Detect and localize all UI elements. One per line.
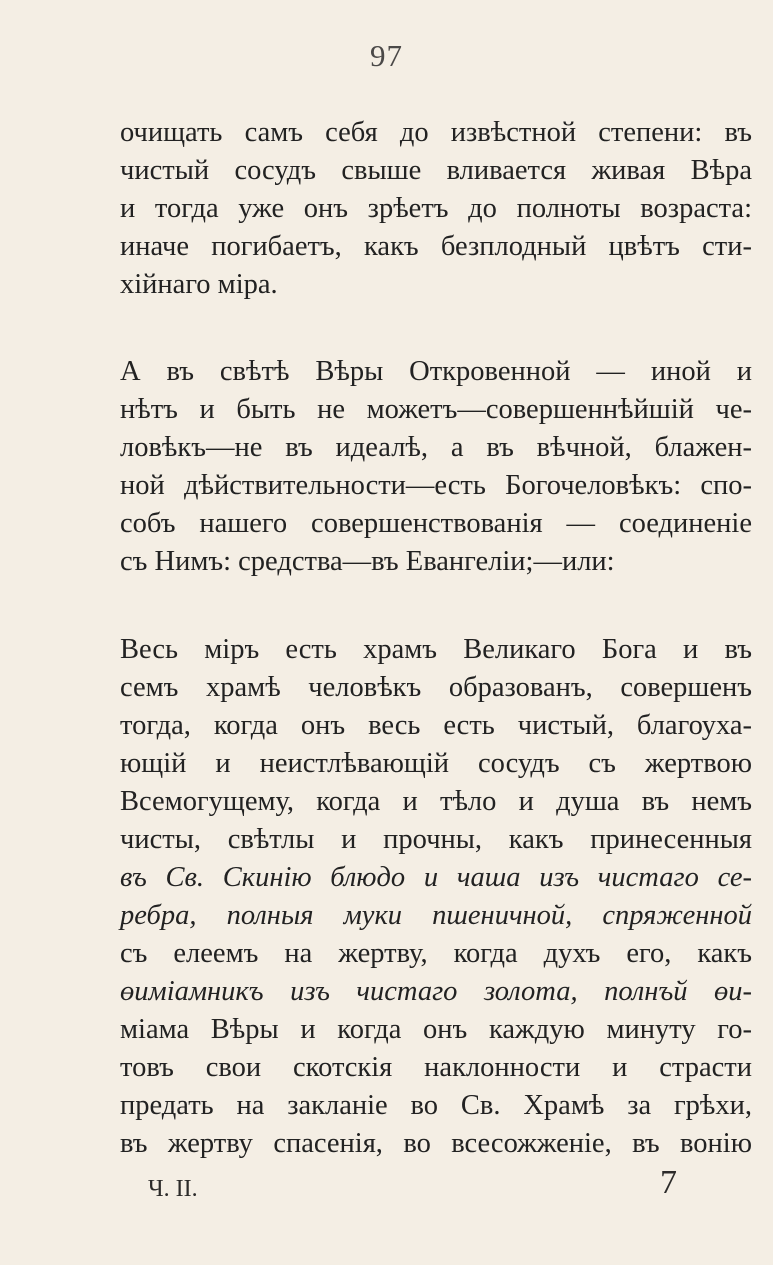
sheet-number: 7 (660, 1164, 677, 1201)
text-line-5: хійнаго міра. (120, 269, 278, 300)
text-line-10: собъ нашего совершенствованія — соединеніе (120, 508, 752, 539)
text-line-11: съ Нимъ: средства—въ Евангеліи;—или: (120, 546, 615, 577)
text-line-3: и тогда уже онъ зрѣетъ до полноты возраста: (120, 193, 752, 224)
text-line-1: очищать самъ себя до извѣстной степени: въ (120, 117, 752, 148)
text-line-19: ребра, полныя муки пшеничной, спряженной (120, 900, 752, 931)
text-line-22: міама Вѣры и когда онъ каждую минуту го- (120, 1014, 752, 1045)
text-line-17: чисты, свѣтлы и прочны, какъ принесенныя (120, 824, 752, 855)
text-line-9: ной дѣйствительности—есть Богочеловѣкъ: спо- (120, 470, 752, 501)
text-line-13: семъ храмѣ человѣкъ образованъ, совершенъ (120, 672, 752, 703)
text-line-25: въ жертву спасенія, во всесожженіе, въ вонію (120, 1128, 752, 1159)
text-line-12: Весь міръ есть храмъ Великаго Бога и въ (120, 634, 752, 665)
text-line-23: товъ свои скотскія наклонности и страсти (120, 1052, 752, 1083)
text-line-2: чистый сосудъ свыше вливается живая Вѣра (120, 155, 752, 186)
text-line-6: А въ свѣтѣ Вѣры Откровенной — иной и (120, 356, 752, 387)
page-number: 97 (370, 38, 403, 73)
text-line-4: иначе погибаетъ, какъ безплодный цвѣтъ сти- (120, 231, 752, 262)
text-line-7: нѣтъ и быть не можетъ—совершеннѣйшій че- (120, 394, 752, 425)
text-line-24: предать на закланіе во Св. Храмѣ за грѣхи, (120, 1090, 752, 1121)
text-line-8: ловѣкъ—не въ идеалѣ, а въ вѣчной, блажен- (120, 432, 752, 463)
text-line-14: тогда, когда онъ весь есть чистый, благоуха- (120, 710, 752, 741)
signature-mark: Ч. II. (148, 1176, 198, 1202)
text-line-21: өиміамникъ изъ чистаго золота, полнъй өи- (120, 976, 752, 1007)
text-line-20: съ елеемъ на жертву, когда духъ его, какъ (120, 938, 752, 969)
text-line-15: ющій и неистлѣвающій сосудъ съ жертвою (120, 748, 752, 779)
text-line-18: въ Св. Скинію блюдо и чаша изъ чистаго се- (120, 862, 752, 893)
text-line-16: Всемогущему, когда и тѣло и душа въ немъ (120, 786, 752, 817)
